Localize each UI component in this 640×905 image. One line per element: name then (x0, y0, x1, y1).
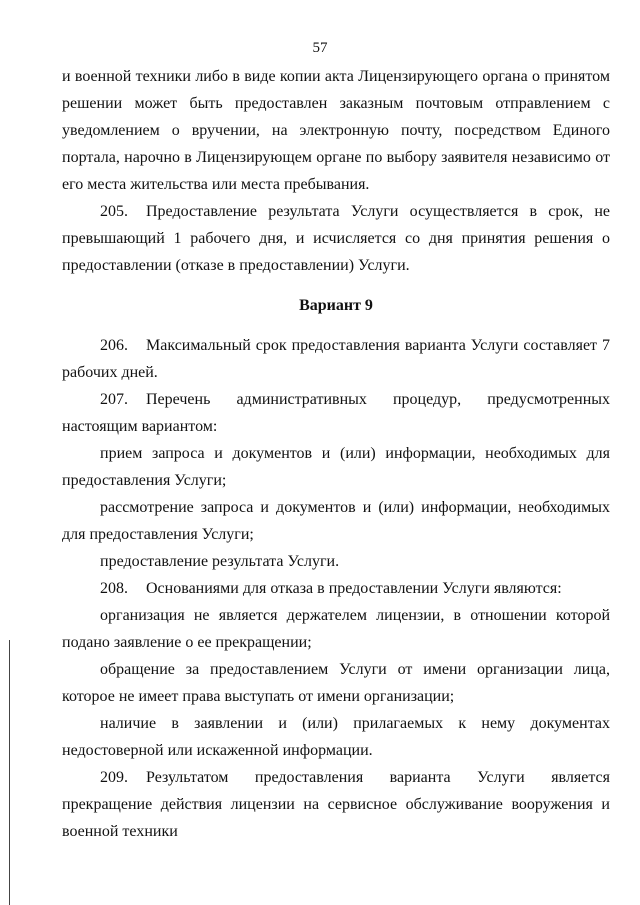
paragraph-207 (62, 386, 610, 440)
list-item: обращение за предоставлением Услуги от имени организации лица, которое не имеет права выступать от имени организации; (62, 661, 610, 705)
paragraph-number: 208. (100, 580, 128, 597)
paragraph-209 (62, 764, 610, 845)
paragraph-text: Основаниями для отказа в предоставлении Услуги являются: (146, 580, 562, 597)
paragraph-number: 205. (100, 203, 128, 220)
paragraph-208 (62, 575, 610, 602)
list-item: наличие в заявлении и (или) прилагаемых к нему документах недостоверной или искаженной информации. (62, 715, 610, 759)
document-body (62, 63, 610, 845)
list-item: предоставление результата Услуги. (100, 553, 340, 570)
paragraph-text: Результатом предоставления варианта Услуги является прекращение действия лицензии на сервисное обслуживание вооружения и военной техники (62, 769, 610, 840)
section-heading: Вариант 9 (299, 297, 373, 314)
paragraph-number: 206. (100, 337, 128, 354)
paragraph-number: 207. (100, 391, 128, 408)
paragraph-206 (62, 332, 610, 386)
page-number: 57 (312, 40, 328, 56)
paragraph-text: Перечень административных процедур, предусмотренных настоящим вариантом: (62, 391, 610, 435)
list-item: рассмотрение запроса и документов и (или) информации, необходимых для предоставления Услуги; (62, 499, 610, 543)
paragraph-continuation: и военной техники либо в виде копии акта Лицензирующего органа о принятом решении может быть предоставлен заказным почтовым отправлением с уведомлением о вручении, на электронную почту, посредством Единого портала, нарочно в Лицензирующем органе по выбору заявителя независимо от его места жительства или места пребывания. (62, 68, 610, 193)
list-item: организация не является держателем лицензии, в отношении которой подано заявление о ее прекращении; (62, 607, 610, 651)
scan-edge-line (9, 640, 10, 905)
paragraph-text: Предоставление результата Услуги осуществляется в срок, не превышающий 1 рабочего дня, и исчисляется со дня принятия решения о предоставлении (отказе в предоставлении) Услуги. (62, 203, 610, 274)
paragraph-text: Максимальный срок предоставления варианта Услуги составляет 7 рабочих дней. (62, 337, 610, 381)
paragraph-205 (62, 198, 610, 279)
list-item: прием запроса и документов и (или) информации, необходимых для предоставления Услуги; (62, 445, 610, 489)
paragraph-number: 209. (100, 769, 128, 786)
